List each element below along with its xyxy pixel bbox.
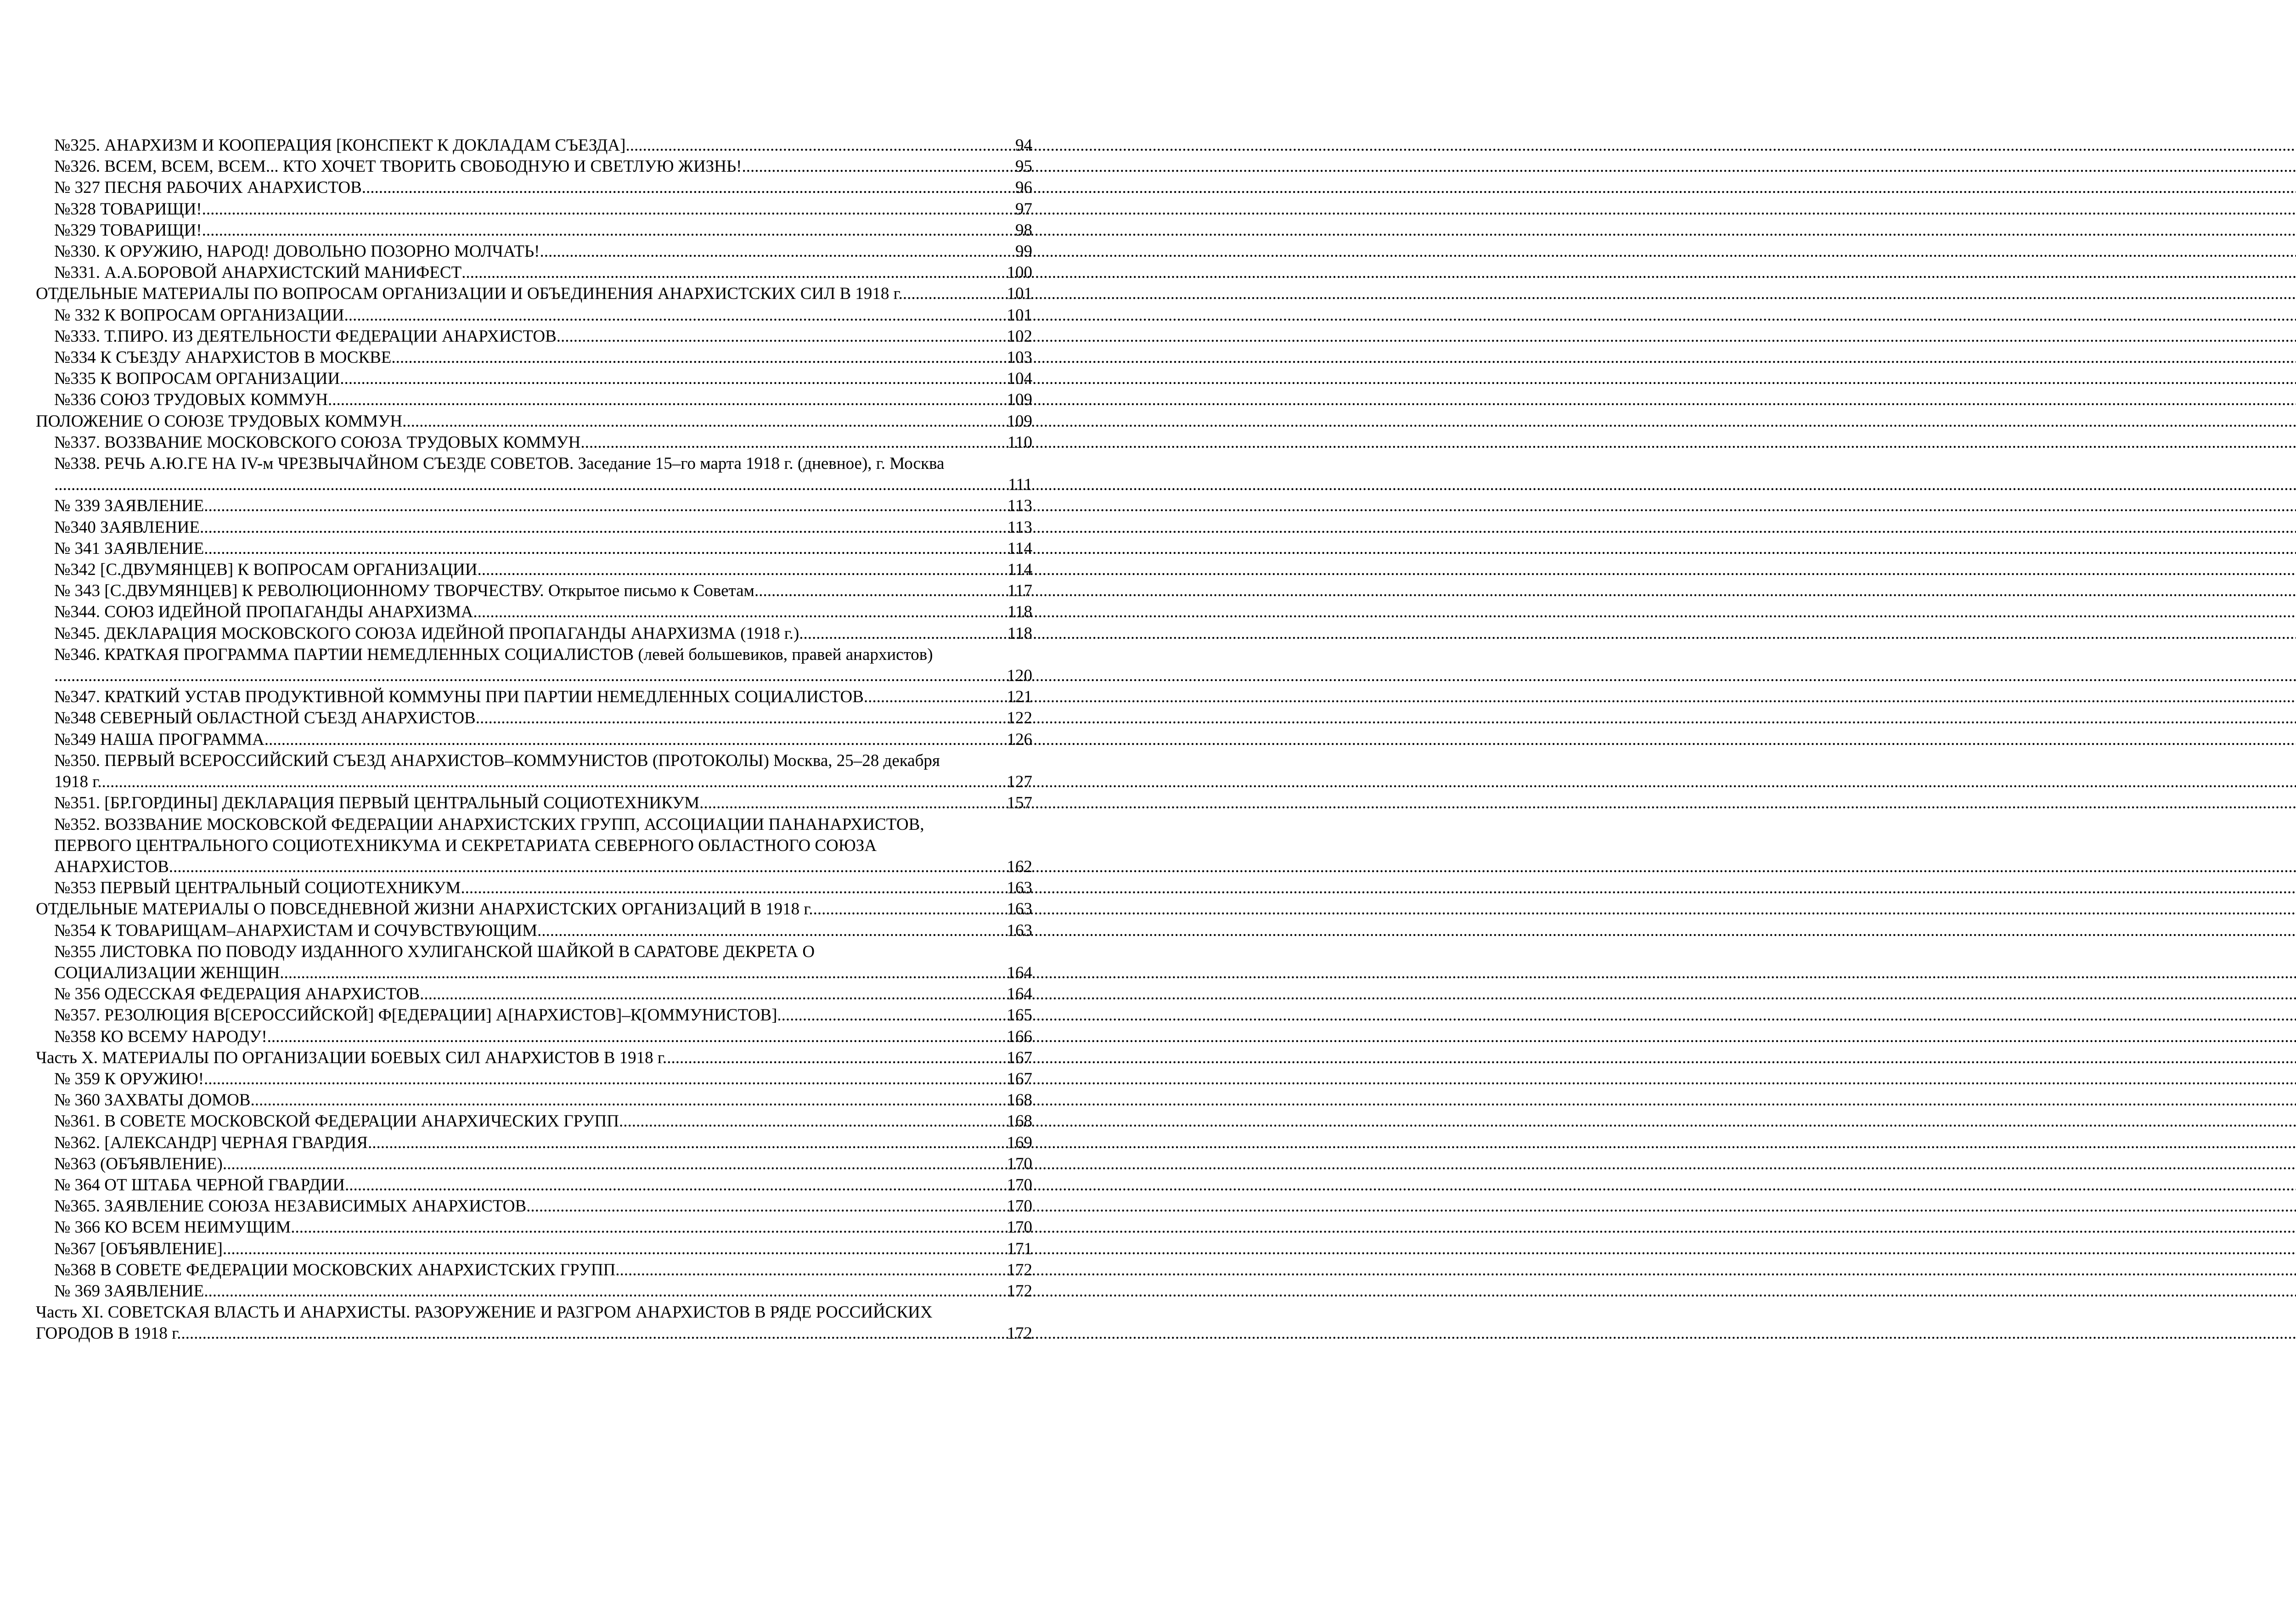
toc-entry-title: №329 ТОВАРИЩИ! bbox=[54, 220, 202, 240]
toc-entry-title: Часть X. МАТЕРИАЛЫ ПО ОРГАНИЗАЦИИ БОЕВЫХ СИЛ АНАРХИСТОВ В 1918 г. bbox=[36, 1048, 667, 1067]
toc-entry[interactable] bbox=[36, 920, 1032, 941]
toc-entry-row bbox=[54, 1281, 1032, 1302]
toc-entry[interactable] bbox=[36, 1048, 1032, 1069]
toc-entry-page-number: 167 bbox=[1007, 1048, 1032, 1067]
toc-entry-page-number: 163 bbox=[1007, 879, 1032, 898]
toc-entry-row bbox=[54, 177, 1032, 198]
toc-entry-page-number: 104 bbox=[1007, 369, 1032, 389]
toc-entry-page-number: 94 bbox=[1015, 136, 1032, 155]
toc-entry-row bbox=[36, 1048, 1032, 1069]
toc-entry-page-number: 164 bbox=[1007, 963, 1032, 982]
toc-entry[interactable] bbox=[36, 899, 1032, 920]
toc-entry-page-number: 117 bbox=[1007, 581, 1032, 601]
toc-entry-page-number: 120 bbox=[1007, 666, 1032, 686]
toc-entry-row bbox=[54, 793, 1032, 814]
toc-entry-page-number: 101 bbox=[1007, 284, 1032, 304]
toc-entry[interactable] bbox=[36, 1260, 1032, 1281]
dot-leader bbox=[280, 963, 1007, 984]
dot-leader bbox=[619, 1111, 1007, 1132]
toc-entry-title: №368 В СОВЕТЕ ФЕДЕРАЦИИ МОСКОВСКИХ АНАРХИСТСКИХ ГРУПП bbox=[54, 1260, 616, 1279]
toc-entry[interactable] bbox=[36, 496, 1032, 517]
toc-entry-title-line: №352. ВОЗЗВАНИЕ МОСКОВСКОЙ ФЕДЕРАЦИИ АНАРХИСТСКИХ ГРУПП, АССОЦИАЦИИ ПАНАНАРХИСТОВ, bbox=[54, 815, 924, 834]
toc-entry-row bbox=[54, 687, 1032, 708]
toc-entry[interactable] bbox=[36, 220, 1032, 241]
toc-entry-page-number: 162 bbox=[1007, 857, 1032, 876]
toc-entry-row bbox=[54, 1260, 1032, 1281]
toc-entry[interactable] bbox=[36, 241, 1032, 262]
dot-leader bbox=[204, 1069, 1007, 1090]
toc-entry[interactable] bbox=[36, 623, 1032, 644]
toc-entry-title: №351. [БР.ГОРДИНЫ] ДЕКЛАРАЦИЯ ПЕРВЫЙ ЦЕНТРАЛЬНЫЙ СОЦИОТЕХНИКУМ bbox=[54, 794, 700, 813]
toc-entry-title: № 359 К ОРУЖИЮ! bbox=[54, 1069, 204, 1088]
dot-leader bbox=[557, 326, 1007, 347]
toc-entry[interactable] bbox=[36, 793, 1032, 814]
toc-entry-page-number: 118 bbox=[1007, 603, 1032, 622]
toc-entry-title: № 332 К ВОПРОСАМ ОРГАНИЗАЦИИ bbox=[54, 305, 344, 325]
toc-entry-title: №328 ТОВАРИЩИ! bbox=[54, 199, 202, 219]
dot-leader bbox=[202, 220, 1015, 241]
toc-entry[interactable] bbox=[36, 708, 1032, 729]
toc-entry-row bbox=[54, 199, 1032, 220]
toc-entry-page-number: 98 bbox=[1015, 220, 1032, 240]
toc-entry[interactable] bbox=[36, 941, 1032, 984]
toc-entry[interactable] bbox=[36, 1132, 1032, 1154]
toc-entry-page-number: 122 bbox=[1007, 709, 1032, 728]
toc-entry-title: №358 КО ВСЕМУ НАРОДУ! bbox=[54, 1027, 267, 1046]
dot-leader bbox=[340, 368, 1007, 389]
dot-leader bbox=[799, 623, 1007, 644]
toc-entry[interactable] bbox=[36, 347, 1032, 368]
toc-entry[interactable] bbox=[36, 1005, 1032, 1026]
toc-entry-title: №353 ПЕРВЫЙ ЦЕНТРАЛЬНЫЙ СОЦИОТЕХНИКУМ bbox=[54, 879, 461, 898]
toc-entry[interactable] bbox=[36, 602, 1032, 623]
toc-entry-row bbox=[54, 262, 1032, 283]
dot-leader bbox=[754, 580, 1007, 602]
toc-entry-row bbox=[54, 1154, 1032, 1175]
toc-entry-row bbox=[54, 580, 1032, 602]
dot-leader bbox=[362, 177, 1015, 198]
toc-entry[interactable] bbox=[36, 538, 1032, 559]
toc-entry-page-number: 110 bbox=[1007, 433, 1032, 452]
toc-entry-title: № 343 [С.ДВУМЯНЦЕВ] К РЕВОЛЮЦИОННОМУ ТВОРЧЕСТВУ. Открытое письмо к Советам bbox=[54, 581, 754, 601]
toc-entry-page-number: 102 bbox=[1007, 327, 1032, 346]
dot-leader bbox=[777, 1005, 1007, 1026]
toc-entry-row bbox=[54, 1090, 1032, 1111]
toc-entry[interactable] bbox=[36, 305, 1032, 326]
toc-entry-page-number: 103 bbox=[1007, 348, 1032, 367]
toc-entry-title: № 341 ЗАЯВЛЕНИЕ bbox=[54, 539, 204, 558]
toc-entry[interactable] bbox=[36, 1281, 1032, 1302]
toc-entry-row bbox=[54, 305, 1032, 326]
toc-entry-page-number: 170 bbox=[1007, 1197, 1032, 1216]
toc-entry[interactable] bbox=[36, 199, 1032, 220]
dot-leader bbox=[291, 1217, 1007, 1238]
toc-entry[interactable] bbox=[36, 517, 1032, 538]
dot-leader bbox=[344, 305, 1007, 326]
toc-entry-row bbox=[54, 1217, 1032, 1238]
toc-entry-title-line: №350. ПЕРВЫЙ ВСЕРОССИЙСКИЙ СЪЕЗД АНАРХИСТОВ–КОММУНИСТОВ (ПРОТОКОЛЫ) Москва, 25–28 декабря bbox=[54, 751, 940, 770]
toc-entry-row bbox=[54, 368, 1032, 389]
dot-leader bbox=[250, 1090, 1007, 1111]
toc-entry-row bbox=[54, 623, 1032, 644]
toc-entry-row bbox=[54, 220, 1032, 241]
toc-entry[interactable] bbox=[36, 750, 1032, 793]
toc-entry-page-number: 170 bbox=[1007, 1175, 1032, 1194]
toc-entry-page-number: 170 bbox=[1007, 1218, 1032, 1237]
dot-leader bbox=[864, 687, 1007, 708]
dot-leader bbox=[476, 708, 1007, 729]
toc-entry-title: №349 НАША ПРОГРАММА bbox=[54, 730, 264, 749]
toc-entry-title-line: №346. КРАТКАЯ ПРОГРАММА ПАРТИИ НЕМЕДЛЕННЫХ СОЦИАЛИСТОВ (левей большевиков, правей анархистов) bbox=[54, 645, 933, 664]
toc-entry[interactable] bbox=[36, 1217, 1032, 1238]
toc-entry-row bbox=[54, 602, 1032, 623]
toc-entry-title: № 366 КО ВСЕМ НЕИМУЩИМ bbox=[54, 1218, 291, 1237]
toc-entry[interactable] bbox=[36, 156, 1032, 177]
toc-entry-row bbox=[54, 347, 1032, 368]
toc-entry-row bbox=[54, 1069, 1032, 1090]
toc-entry[interactable] bbox=[36, 135, 1032, 156]
toc-entry-title-line: №338. РЕЧЬ А.Ю.ГЕ НА IV-м ЧРЕЗВЫЧАЙНОМ СЪЕЗДЕ СОВЕТОВ. Заседание 15–го марта 1918 г. (дневное), г. Москва bbox=[54, 454, 945, 473]
dot-leader bbox=[223, 1239, 1007, 1260]
toc-entry-page-number: 172 bbox=[1007, 1324, 1032, 1343]
toc-entry-page-number: 109 bbox=[1007, 390, 1032, 410]
toc-entry[interactable] bbox=[36, 177, 1032, 198]
toc-entry-page-number: 101 bbox=[1007, 305, 1032, 325]
toc-entry-page-number: 157 bbox=[1007, 794, 1032, 813]
toc-entry[interactable] bbox=[36, 580, 1032, 602]
toc-entry[interactable] bbox=[36, 559, 1032, 580]
toc-entry[interactable] bbox=[36, 368, 1032, 389]
toc-entry-row bbox=[54, 326, 1032, 347]
toc-entry-title: №347. КРАТКИЙ УСТАВ ПРОДУКТИВНОЙ КОММУНЫ ПРИ ПАРТИИ НЕМЕДЛЕННЫХ СОЦИАЛИСТОВ bbox=[54, 687, 864, 707]
toc-entry-page-number: 126 bbox=[1007, 730, 1032, 749]
toc-entry-page-number: 164 bbox=[1007, 985, 1032, 1004]
toc-entry-row bbox=[54, 517, 1032, 538]
dot-leader bbox=[537, 920, 1007, 941]
dot-leader bbox=[200, 517, 1007, 538]
toc-entry-title: №362. [АЛЕКСАНДР] ЧЕРНАЯ ГВАРДИЯ bbox=[54, 1133, 368, 1152]
toc-entry-row bbox=[36, 1323, 1032, 1344]
dot-leader bbox=[328, 389, 1007, 411]
toc-entry-title: ПОЛОЖЕНИЕ О СОЮЗЕ ТРУДОВЫХ КОММУН bbox=[36, 411, 403, 431]
toc-entry-page-number: 114 bbox=[1007, 539, 1032, 558]
dot-leader bbox=[204, 1281, 1007, 1302]
toc-entry-title: № 356 ОДЕССКАЯ ФЕДЕРАЦИЯ АНАРХИСТОВ bbox=[54, 985, 420, 1004]
toc-entry-page-number: 163 bbox=[1007, 900, 1032, 919]
toc-entry-row bbox=[54, 878, 1032, 899]
toc-entry-title: №361. В СОВЕТЕ МОСКОВСКОЙ ФЕДЕРАЦИИ АНАРХИЧЕСКИХ ГРУПП bbox=[54, 1112, 619, 1131]
toc-entry-title: №336 СОЮЗ ТРУДОВЫХ КОММУН bbox=[54, 390, 328, 410]
toc-entry-title: 1918 г. bbox=[54, 772, 102, 792]
toc-entry-page-number: 109 bbox=[1007, 411, 1032, 431]
toc-entry[interactable] bbox=[36, 729, 1032, 750]
toc-entry-title: №345. ДЕКЛАРАЦИЯ МОСКОВСКОГО СОЮЗА ИДЕЙНОЙ ПРОПАГАНДЫ АНАРХИЗМА (1918 г.) bbox=[54, 624, 799, 643]
toc-entry-page-number: 96 bbox=[1015, 178, 1032, 197]
toc-entry-page-number: 169 bbox=[1007, 1133, 1032, 1152]
toc-entry-title-line: №355 ЛИСТОВКА ПО ПОВОДУ ИЗДАННОГО ХУЛИГАНСКОЙ ШАЙКОЙ В САРАТОВЕ ДЕКРЕТА О bbox=[54, 942, 815, 961]
toc-entry-title: №331. А.А.БОРОВОЙ АНАРХИСТСКИЙ МАНИФЕСТ bbox=[54, 263, 462, 282]
dot-leader bbox=[204, 496, 1007, 517]
toc-entry-row bbox=[54, 241, 1032, 262]
toc-entry-title-line: Часть XI. СОВЕТСКАЯ ВЛАСТЬ И АНАРХИСТЫ. РАЗОРУЖЕНИЕ И РАЗГРОМ АНАРХИСТОВ В РЯДЕ РОССИЙСКИХ bbox=[36, 1303, 933, 1322]
toc-entry-page-number: 167 bbox=[1007, 1069, 1032, 1088]
toc-entry-row bbox=[54, 856, 1032, 878]
dot-leader bbox=[526, 1196, 1007, 1217]
toc-entry-title: №335 К ВОПРОСАМ ОРГАНИЗАЦИИ bbox=[54, 369, 340, 389]
toc-entry-title: ГОРОДОВ В 1918 г. bbox=[36, 1324, 181, 1343]
toc-entry-row bbox=[54, 708, 1032, 729]
toc-entry-page-number: 113 bbox=[1007, 496, 1032, 516]
toc-entry-page-number: 172 bbox=[1007, 1281, 1032, 1301]
toc-entry-title-line: ПЕРВОГО ЦЕНТРАЛЬНОГО СОЦИОТЕХНИКУМА И СЕКРЕТАРИАТА СЕВЕРНОГО ОБЛАСТНОГО СОЮЗА bbox=[54, 836, 877, 855]
toc-entry[interactable] bbox=[36, 1196, 1032, 1217]
toc-entry-row bbox=[54, 665, 1032, 687]
toc-entry-page-number: 97 bbox=[1015, 199, 1032, 219]
dot-leader bbox=[473, 602, 1007, 623]
toc-entry[interactable] bbox=[36, 453, 1032, 496]
toc-entry-page-number: 165 bbox=[1007, 1006, 1032, 1025]
toc-entry-title: №325. АНАРХИЗМ И КООПЕРАЦИЯ [КОНСПЕКТ К ДОКЛАДАМ СЪЕЗДА] bbox=[54, 136, 626, 155]
toc-entry-row bbox=[54, 135, 1032, 156]
dot-leader bbox=[204, 538, 1007, 559]
toc-entry[interactable] bbox=[36, 1175, 1032, 1196]
dot-leader bbox=[54, 474, 1008, 496]
toc-entry-row bbox=[54, 1239, 1032, 1260]
toc-entry-title: ОТДЕЛЬНЫЕ МАТЕРИАЛЫ ПО ВОПРОСАМ ОРГАНИЗАЦИИ И ОБЪЕДИНЕНИЯ АНАРХИСТСКИХ СИЛ В 1918 г. bbox=[36, 284, 903, 304]
dot-leader bbox=[742, 156, 1015, 177]
dot-leader bbox=[202, 199, 1015, 220]
toc-entry[interactable] bbox=[36, 326, 1032, 347]
dot-leader bbox=[461, 262, 1007, 283]
toc-entry[interactable] bbox=[36, 687, 1032, 708]
toc-entry-title: №367 [ОБЪЯВЛЕНИЕ] bbox=[54, 1239, 223, 1258]
dot-leader bbox=[102, 772, 1007, 793]
dot-leader bbox=[813, 899, 1007, 920]
toc-entry-row bbox=[54, 1111, 1032, 1132]
toc-entry-page-number: 114 bbox=[1007, 560, 1032, 580]
toc-entry-title: №326. ВСЕМ, ВСЕМ, ВСЕМ... КТО ХОЧЕТ ТВОРИТЬ СВОБОДНУЮ И СВЕТЛУЮ ЖИЗНЬ! bbox=[54, 157, 742, 176]
toc-entry-title: №357. РЕЗОЛЮЦИЯ В[СЕРОССИЙСКОЙ] Ф[ЕДЕРАЦИИ] А[НАРХИСТОВ]–К[ОММУНИСТОВ] bbox=[54, 1006, 777, 1025]
toc-entry-row bbox=[54, 432, 1032, 453]
toc-entry[interactable] bbox=[36, 814, 1032, 878]
toc-entry-page-number: 118 bbox=[1007, 624, 1032, 643]
toc-entry-title: №363 (ОБЪЯВЛЕНИЕ) bbox=[54, 1154, 223, 1173]
toc-entry[interactable] bbox=[36, 644, 1032, 687]
toc-entry-row bbox=[54, 984, 1032, 1005]
toc-entry-page-number: 127 bbox=[1007, 772, 1032, 792]
toc-entry[interactable] bbox=[36, 262, 1032, 283]
toc-entry-row bbox=[54, 1005, 1032, 1026]
toc-entry-page-number: 121 bbox=[1007, 687, 1032, 707]
toc-entry[interactable] bbox=[36, 1111, 1032, 1132]
toc-entry-page-number: 172 bbox=[1007, 1260, 1032, 1279]
toc-entry-title: АНАРХИСТОВ bbox=[54, 857, 169, 876]
toc-entry[interactable] bbox=[36, 389, 1032, 411]
toc-entry[interactable] bbox=[36, 432, 1032, 453]
dot-leader bbox=[181, 1323, 1007, 1344]
toc-entry[interactable] bbox=[36, 1069, 1032, 1090]
toc-entry-title: №354 К ТОВАРИЩАМ–АНАРХИСТАМ И СОЧУВСТВУЮЩИМ bbox=[54, 921, 537, 940]
toc-entry-row bbox=[54, 538, 1032, 559]
toc-entry-row bbox=[54, 474, 1032, 496]
dot-leader bbox=[420, 984, 1007, 1005]
toc-entry-page-number: 99 bbox=[1015, 242, 1032, 261]
dot-leader bbox=[169, 856, 1007, 878]
dot-leader bbox=[267, 1026, 1007, 1048]
toc-entry-row bbox=[54, 920, 1032, 941]
toc-entry[interactable] bbox=[36, 1302, 1032, 1344]
dot-leader bbox=[264, 729, 1007, 750]
toc-entry[interactable] bbox=[36, 1026, 1032, 1048]
toc-entry-title: №340 ЗАЯВЛЕНИЕ bbox=[54, 518, 200, 537]
dot-leader bbox=[667, 1048, 1007, 1069]
toc-entry-title: №337. ВОЗЗВАНИЕ МОСКОВСКОГО СОЮЗА ТРУДОВЫХ КОММУН bbox=[54, 433, 581, 452]
toc-entry-page-number: 170 bbox=[1007, 1154, 1032, 1173]
dot-leader bbox=[625, 135, 1015, 156]
toc-entry-row bbox=[54, 1196, 1032, 1217]
toc-entry-page-number: 163 bbox=[1007, 921, 1032, 940]
toc-entry-page-number: 100 bbox=[1007, 263, 1032, 282]
toc-entry-title: №342 [С.ДВУМЯНЦЕВ] К ВОПРОСАМ ОРГАНИЗАЦИИ bbox=[54, 560, 478, 580]
toc-entry[interactable] bbox=[36, 411, 1032, 432]
toc-entry-title: № 327 ПЕСНЯ РАБОЧИХ АНАРХИСТОВ bbox=[54, 178, 362, 197]
toc-entry[interactable] bbox=[36, 1239, 1032, 1260]
toc-entry-title: ОТДЕЛЬНЫЕ МАТЕРИАЛЫ О ПОВСЕДНЕВНОЙ ЖИЗНИ АНАРХИСТСКИХ ОРГАНИЗАЦИЙ В 1918 г. bbox=[36, 900, 813, 919]
toc-entry-title: № 339 ЗАЯВЛЕНИЕ bbox=[54, 496, 204, 516]
toc-entry-row bbox=[54, 156, 1032, 177]
toc-entry[interactable] bbox=[36, 878, 1032, 899]
toc-entry-page-number: 166 bbox=[1007, 1027, 1032, 1046]
toc-entry-row bbox=[54, 772, 1032, 793]
dot-leader bbox=[699, 793, 1007, 814]
toc-entry-page-number: 168 bbox=[1007, 1091, 1032, 1110]
toc-entry-page-number: 171 bbox=[1007, 1239, 1032, 1258]
toc-entry-page-number: 168 bbox=[1007, 1112, 1032, 1131]
toc-entry-row bbox=[36, 283, 1032, 304]
dot-leader bbox=[368, 1132, 1007, 1154]
dot-leader bbox=[54, 665, 1007, 687]
table-of-contents bbox=[36, 135, 1032, 1345]
toc-entry-page-number: 95 bbox=[1015, 157, 1032, 176]
toc-entry-title: №348 СЕВЕРНЫЙ ОБЛАСТНОЙ СЪЕЗД АНАРХИСТОВ bbox=[54, 709, 476, 728]
toc-entry-title: №365. ЗАЯВЛЕНИЕ СОЮЗА НЕЗАВИСИМЫХ АНАРХИСТОВ bbox=[54, 1197, 527, 1216]
toc-entry-row bbox=[36, 899, 1032, 920]
toc-entry-title: №344. СОЮЗ ИДЕЙНОЙ ПРОПАГАНДЫ АНАРХИЗМА bbox=[54, 603, 473, 622]
toc-entry-title: №334 К СЪЕЗДУ АНАРХИСТОВ В МОСКВЕ bbox=[54, 348, 392, 367]
dot-leader bbox=[477, 559, 1007, 580]
toc-entry-row bbox=[54, 1132, 1032, 1154]
dot-leader bbox=[402, 411, 1007, 432]
toc-entry-title: СОЦИАЛИЗАЦИИ ЖЕНЩИН bbox=[54, 963, 280, 982]
dot-leader bbox=[223, 1154, 1007, 1175]
dot-leader bbox=[903, 283, 1007, 304]
toc-entry-row bbox=[54, 963, 1032, 984]
dot-leader bbox=[615, 1260, 1007, 1281]
toc-entry-title: № 369 ЗАЯВЛЕНИЕ bbox=[54, 1281, 204, 1301]
toc-entry-row bbox=[54, 389, 1032, 411]
dot-leader bbox=[345, 1175, 1007, 1196]
toc-entry-row bbox=[54, 729, 1032, 750]
toc-entry[interactable] bbox=[36, 283, 1032, 304]
toc-entry-row bbox=[54, 1175, 1032, 1196]
toc-entry-row bbox=[54, 496, 1032, 517]
toc-entry-page-number: 111 bbox=[1008, 475, 1032, 495]
dot-leader bbox=[461, 878, 1007, 899]
toc-entry-title: № 364 ОТ ШТАБА ЧЕРНОЙ ГВАРДИИ bbox=[54, 1175, 345, 1194]
toc-entry-title: № 360 ЗАХВАТЫ ДОМОВ bbox=[54, 1091, 251, 1110]
toc-entry[interactable] bbox=[36, 1090, 1032, 1111]
toc-entry-row bbox=[54, 1026, 1032, 1048]
dot-leader bbox=[391, 347, 1007, 368]
toc-entry[interactable] bbox=[36, 984, 1032, 1005]
toc-entry-title: №330. К ОРУЖИЮ, НАРОД! ДОВОЛЬНО ПОЗОРНО МОЛЧАТЬ! bbox=[54, 242, 540, 261]
toc-entry-page-number: 113 bbox=[1007, 518, 1032, 537]
dot-leader bbox=[580, 432, 1007, 453]
toc-entry-title: №333. Т.ПИРО. ИЗ ДЕЯТЕЛЬНОСТИ ФЕДЕРАЦИИ АНАРХИСТОВ bbox=[54, 327, 557, 346]
dot-leader bbox=[540, 241, 1015, 262]
toc-entry[interactable] bbox=[36, 1154, 1032, 1175]
toc-entry-row bbox=[54, 559, 1032, 580]
toc-entry-row bbox=[36, 411, 1032, 432]
